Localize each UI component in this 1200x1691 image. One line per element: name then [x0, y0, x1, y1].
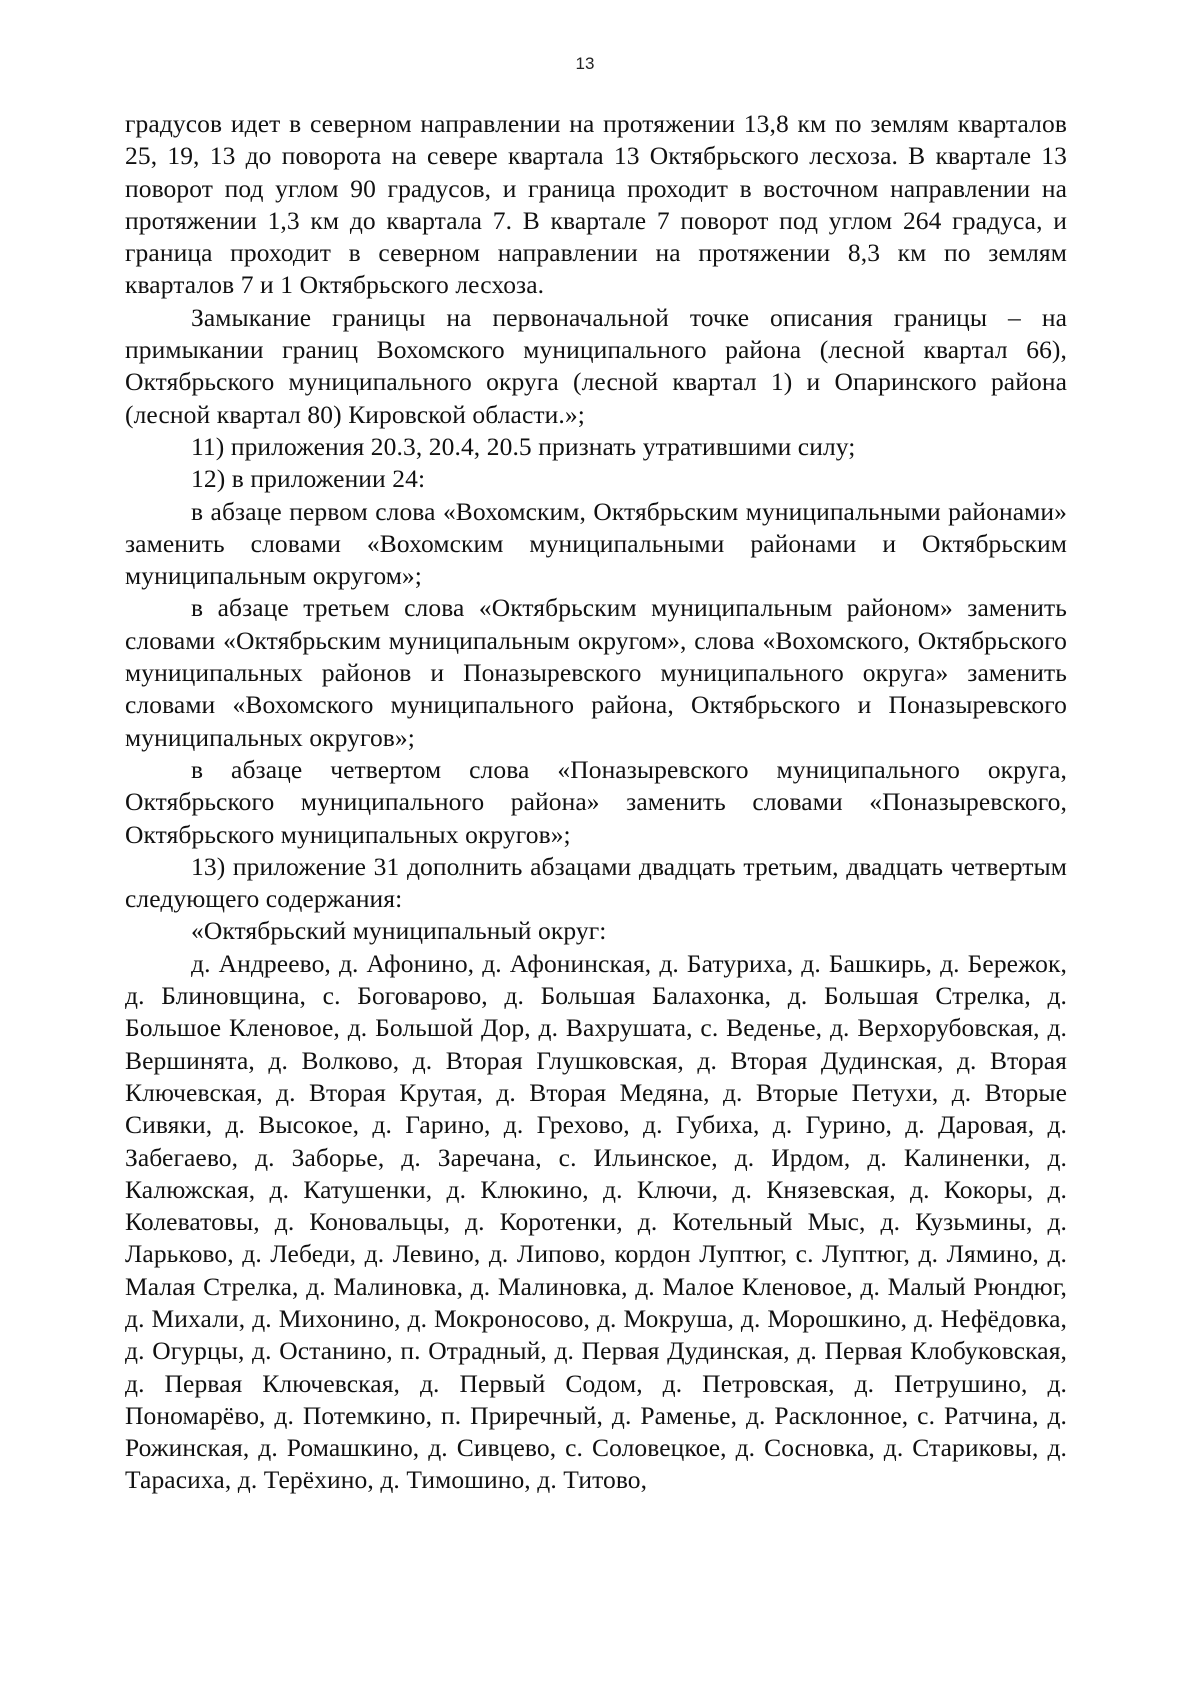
- paragraph-settlements-list: д. Андреево, д. Афонино, д. Афонинская, д. Батуриха, д. Башкирь, д. Бережок, д. Блиновщина, с. Боговарово, д. Большая Балахонка, д. Большая Стрелка, д. Большое Кленовое, д. Большой Дор, д. Вахрушата, с. Веденье, д. Верхорубовская, д. Вершинята, д. Волково, д. Вторая Глушковская, д. Вторая Дудинская, д. Вторая Ключевская, д. Вторая Крутая, д. Вторая Медяна, д. Вторые Петухи, д. Вторые Сивяки, д. Высокое, д. Гарино, д. Грехово, д. Губиха, д. Гурино, д. Даровая, д. Забегаево, д. Заборье, д. Заречана, с. Ильинское, д. Ирдом, д. Калиненки, д. Калюжская, д. Катушенки, д. Клюкино, д. Ключи, д. Князевская, д. Кокоры, д. Колеватовы, д. Коновальцы, д. Коротенки, д. Котельный Мыс, д. Кузьмины, д. Ларьково, д. Лебеди, д. Левино, д. Липово, кордон Луптюг, с. Луптюг, д. Лямино, д. Малая Стрелка, д. Малиновка, д. Малиновка, д. Малое Кленовое, д. Малый Рюндюг, д. Михали, д. Михонино, д. Мокроносово, д. Мокруша, д. Морошкино, д. Нефёдовка, д. Огурцы, д. Останино, п. Отрадный, д. Первая Дудинская, д. Первая Клобуковская, д. Первая Ключевская, д. Первый Содом, д. Петровская, д. Петрушино, д. Пономарёво, д. Потемкино, п. Приречный, д. Раменье, д. Расклонное, с. Ратчина, д. Рожинская, д. Ромашкино, д. Сивцево, с. Соловецкое, д. Сосновка, д. Стариковы, д. Тарасиха, д. Терёхино, д. Тимошино, д. Титово,: [125, 948, 1067, 1495]
- document-body: [125, 108, 1067, 1497]
- paragraph-abzac-third: в абзаце третьем слова «Октябрьским муниципальным районом» заменить словами «Октябрьским муниципальным округом», слова «Вохомского, Октябрьского муниципальных районов и Поназыревского муниципального округа» заменить словами «Вохомского муниципального района, Октябрьского и Поназыревского муниципальных округов»;: [125, 593, 1067, 752]
- paragraph-item-13: 13) приложение 31 дополнить абзацами двадцать третьим, двадцать четвертым следующего содержания:: [125, 851, 1067, 914]
- paragraph-item-12: 12) в приложении 24:: [191, 464, 426, 494]
- page-number: 13: [575, 54, 595, 73]
- paragraph-item-11: 11) приложения 20.3, 20.4, 20.5 признать утратившими силу;: [191, 431, 856, 461]
- paragraph-boundary-closure: Замыкание границы на первоначальной точке описания границы – на примыкании границ Вохомского муниципального района (лесной квартал 66), Октябрьского муниципального округа (лесной квартал 1) и Опаринского района (лесной квартал 80) Кировской области.»;: [125, 302, 1067, 429]
- page-bottom-margin: [0, 1500, 1200, 1691]
- paragraph-okrug-heading: «Октябрьский муниципальный округ:: [191, 916, 607, 946]
- paragraph-boundary-continuation: градусов идет в северном направлении на протяжении 13,8 км по землям кварталов 25, 19, 13 до поворота на севере квартала 13 Октябрьского лесхоза. В квартале 13 поворот под углом 90 градусов, и граница проходит в восточном направлении на протяжении 1,3 км до квартала 7. В квартале 7 поворот под углом 264 градуса, и граница проходит в северном направлении на протяжении 8,3 км по землям кварталов 7 и 1 Октябрьского лесхоза.: [125, 109, 1067, 300]
- paragraph-abzac-fourth: в абзаце четвертом слова «Поназыревского муниципального округа, Октябрьского муниципального района» заменить словами «Поназыревского, Октябрьского муниципальных округов»;: [125, 754, 1067, 849]
- paragraph-abzac-first: в абзаце первом слова «Вохомским, Октябрьским муниципальными районами» заменить словами «Вохомским муниципальными районами и Октябрьским муниципальным округом»;: [125, 496, 1067, 591]
